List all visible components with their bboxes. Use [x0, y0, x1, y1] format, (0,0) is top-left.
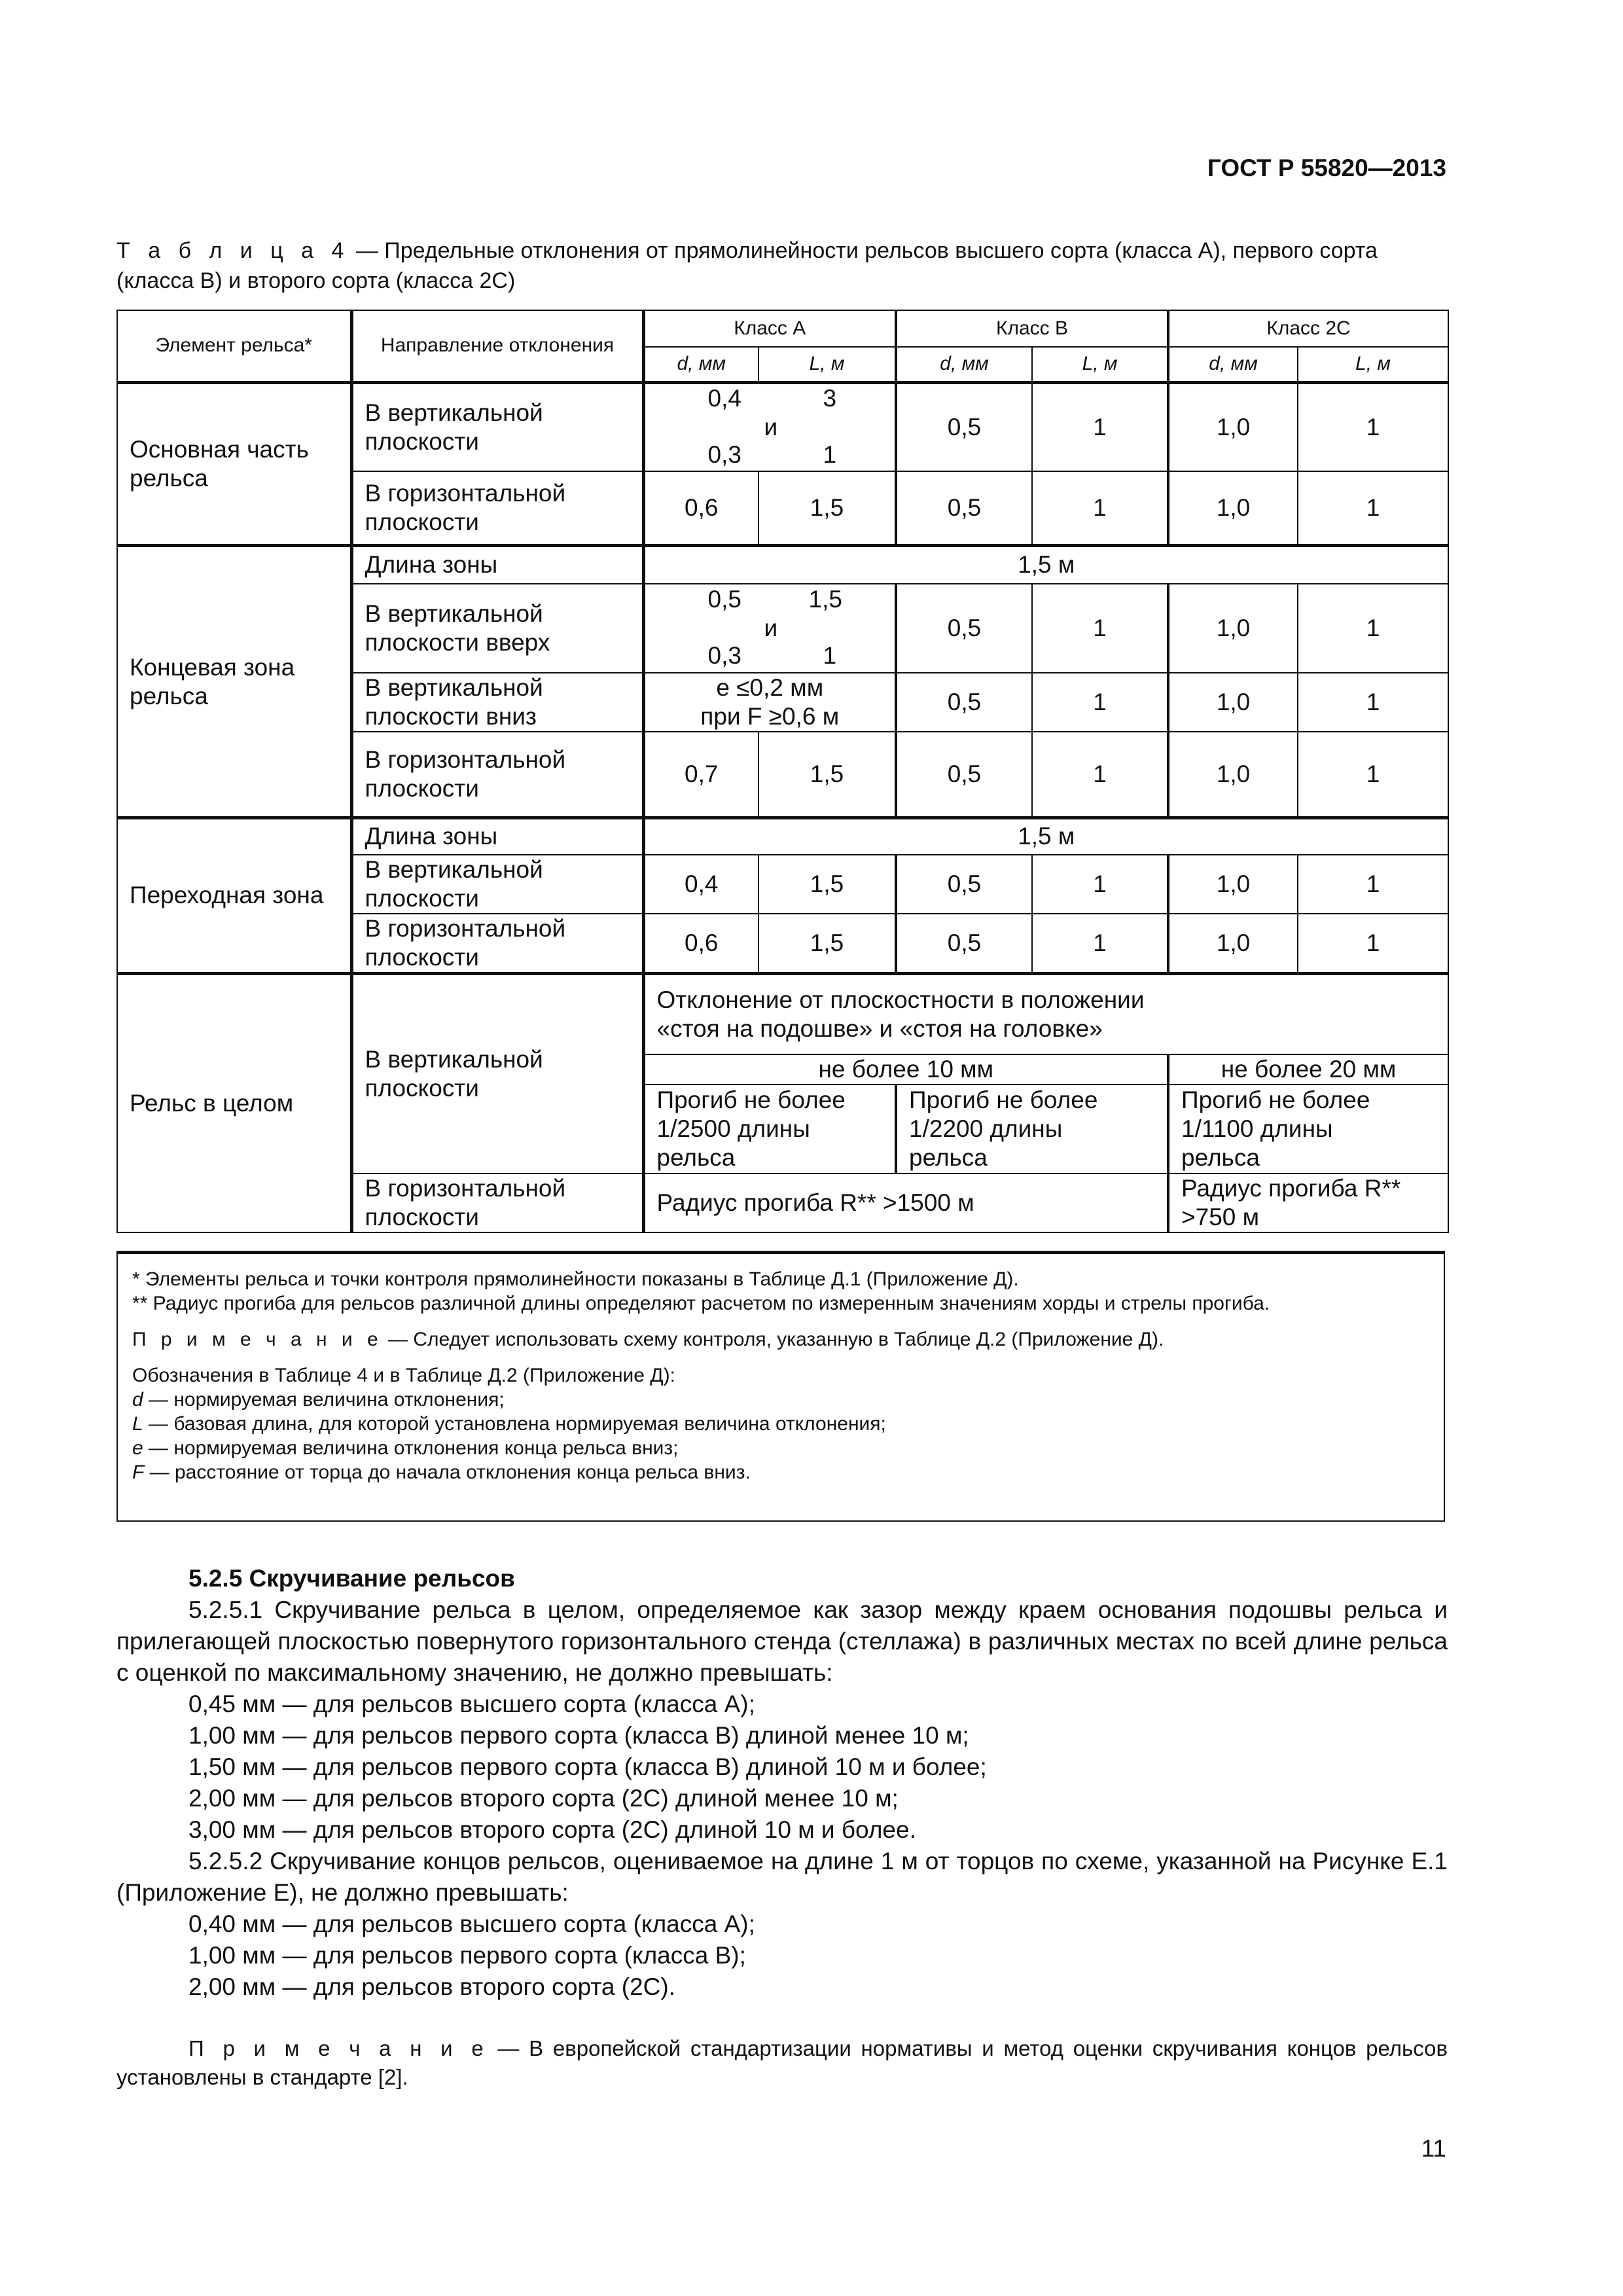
- legend-text: — базовая длина, для которой установлена нормируемая величина отклонения;: [143, 1413, 886, 1435]
- cell-value: 0,7: [643, 732, 758, 818]
- cell-value: 1,5: [758, 732, 896, 818]
- header-element: Элемент рельса*: [117, 310, 351, 382]
- legend-text: — нормируемая величина отклонения конца рельса вниз;: [143, 1437, 679, 1459]
- dir-vertical-up: В вертикальной плоскости вверх: [351, 584, 643, 673]
- header-class-b: Класс В: [896, 310, 1168, 347]
- whole-ab-limit: не более 10 мм: [643, 1054, 1168, 1085]
- list-item: 1,00 мм — для рельсов первого сорта (класса В) длиной менее 10 м;: [188, 1722, 969, 1749]
- cell-value: 0,4: [643, 855, 758, 914]
- list-item: 0,45 мм — для рельсов высшего сорта (класса А);: [188, 1691, 755, 1717]
- cell-value: 1,0: [1168, 471, 1298, 546]
- cell-value: 1: [1032, 584, 1168, 673]
- dir-vertical-down: В вертикальной плоскости вниз: [351, 673, 643, 732]
- list-item: 0,40 мм — для рельсов высшего сорта (класса А);: [188, 1910, 755, 1937]
- cell-value: 0,5: [896, 855, 1032, 914]
- group-main: Основная часть рельса: [117, 382, 351, 546]
- whole-flatness: Отклонение от плоскостности в положении «стоя на подошве» и «стоя на головке»: [643, 973, 1448, 1054]
- cell-value: 1: [1298, 584, 1448, 673]
- legend-title: Обозначения в Таблице 4 и в Таблице Д.2 (Приложение Д):: [132, 1365, 675, 1386]
- cell-value: 0,3: [707, 641, 741, 669]
- footnote-1: * Элементы рельса и точки контроля прямолинейности показаны в Таблице Д.1 (Приложение Д).: [132, 1268, 1019, 1290]
- table-row: [117, 546, 1448, 584]
- cell-value: 0,6: [643, 914, 758, 974]
- cell-value: 0,5: [896, 914, 1032, 974]
- section-title: 5.2.5 Скручивание рельсов: [188, 1565, 515, 1592]
- cell-value: 1: [1298, 732, 1448, 818]
- paragraph: 5.2.5.2 Скручивание концов рельсов, оцениваемое на длине 1 м от торцов по схеме, указанной на Рисунке Е.1 (Приложение Е), не должно превышать:: [116, 1848, 1448, 1906]
- note-label: П р и м е ч а н и е: [132, 1329, 383, 1350]
- cell-value: 1,0: [1168, 584, 1298, 673]
- cell-value: 1,0: [1168, 382, 1298, 471]
- cell-value: 1: [1032, 732, 1168, 818]
- header-class-a: Класс А: [643, 310, 896, 347]
- legend-item: [132, 1436, 1429, 1460]
- cell-value: 0,5: [896, 732, 1032, 818]
- cell-value: 1: [1298, 673, 1448, 732]
- cell-value: 1: [1298, 382, 1448, 471]
- legend-text: — расстояние от торца до начала отклонения конца рельса вниз.: [144, 1462, 751, 1483]
- header-class-2c: Класс 2С: [1168, 310, 1448, 347]
- dir-vertical: В вертикальной плоскости: [351, 855, 643, 914]
- cell-value: и: [764, 614, 778, 641]
- table-caption-label: Т а б л и ц а 4: [116, 238, 350, 263]
- dir-vertical: В вертикальной плоскости: [351, 382, 643, 471]
- note-label: П р и м е ч а н и е: [188, 2036, 488, 2060]
- legend-item: [132, 1388, 1429, 1412]
- note-text: — В европейской стандартизации нормативы и метод оценки скручивания концов рельсов установлены в стандарте [2].: [116, 2036, 1448, 2089]
- dir-vertical: В вертикальной плоскости: [351, 973, 643, 1174]
- header-b-l: L, м: [1032, 347, 1168, 382]
- whole-b-bend: Прогиб не более 1/2200 длины рельса: [896, 1085, 1168, 1174]
- section-5-2-5: [116, 1563, 1448, 2003]
- document-id: ГОСТ Р 55820—2013: [1207, 154, 1446, 181]
- dir-horizontal: В горизонтальной плоскости: [351, 1174, 643, 1232]
- header-c-d: d, мм: [1168, 347, 1298, 382]
- header-direction: Направление отклонения: [351, 310, 643, 382]
- cell-value: 1,0: [1168, 673, 1298, 732]
- group-transition: Переходная зона: [117, 818, 351, 974]
- table-note: [132, 1327, 1429, 1352]
- cell-value: 0,6: [643, 471, 758, 546]
- paragraph: 5.2.5.1 Скручивание рельса в целом, определяемое как зазор между краем основания подошвы рельса и прилегающей плоскостью повернутого горизонтального стенда (стеллажа) в различных местах по всей длине рельса с оценкой по максимальному значению, не должно превышать:: [116, 1596, 1448, 1686]
- table-row: [117, 973, 1448, 1054]
- cell-value: 1,5: [808, 585, 842, 613]
- whole-h-c: Радиус прогиба R** >750 м: [1168, 1174, 1448, 1232]
- list-item: 2,00 мм — для рельсов второго сорта (2С).: [188, 1973, 675, 2000]
- legend-symbol: e: [132, 1437, 143, 1459]
- cell-value: 1,5: [758, 855, 896, 914]
- header-b-d: d, мм: [896, 347, 1032, 382]
- table-caption: [116, 236, 1446, 296]
- cell-value: 1,5 м: [643, 546, 1448, 584]
- page-number: 11: [1421, 2135, 1446, 2162]
- legend-symbol: L: [132, 1413, 143, 1435]
- cell-value: 1: [1032, 382, 1168, 471]
- cell-value: 1: [1298, 914, 1448, 974]
- whole-a-bend: Прогиб не более 1/2500 длины рельса: [643, 1085, 896, 1174]
- legend-symbol: d: [132, 1389, 143, 1410]
- header-c-l: L, м: [1298, 347, 1448, 382]
- cell-value: 3: [823, 384, 837, 412]
- cell-value: 0,5: [896, 584, 1032, 673]
- deviation-table: [116, 310, 1449, 1233]
- main-v-a-cell: [643, 382, 896, 471]
- dir-horizontal: В горизонтальной плоскости: [351, 471, 643, 546]
- cell-value: и: [764, 413, 778, 440]
- table-notes: [116, 1251, 1445, 1522]
- whole-h-ab: Радиус прогиба R** >1500 м: [643, 1174, 1168, 1232]
- table-row: [117, 818, 1448, 855]
- cell-value: 1,0: [1168, 732, 1298, 818]
- cell-value: 1: [1032, 471, 1168, 546]
- whole-c-bend: Прогиб не более 1/1100 длины рельса: [1168, 1085, 1448, 1174]
- header-row: [117, 310, 1448, 347]
- cell-value: 0,5: [896, 673, 1032, 732]
- cell-value: 1: [1298, 855, 1448, 914]
- cell-value: 0,5: [707, 585, 741, 613]
- end-up-a-cell: [643, 584, 896, 673]
- cell-value: 1: [1032, 673, 1168, 732]
- dir-horizontal: В горизонтальной плоскости: [351, 732, 643, 818]
- list-item: 3,00 мм — для рельсов второго сорта (2С) длиной 10 м и более.: [188, 1816, 916, 1843]
- table-caption-text: — Предельные отклонения от прямолинейности рельсов высшего сорта (класса А), первого сорта (класса В) и второго сорта (класса 2С): [116, 238, 1378, 293]
- cell-value: 1,5: [758, 471, 896, 546]
- legend-item: [132, 1460, 1429, 1484]
- cell-value: 0,5: [896, 382, 1032, 471]
- cell-value: 0,5: [896, 471, 1032, 546]
- list-item: 1,00 мм — для рельсов первого сорта (класса В);: [188, 1942, 746, 1969]
- header-a-l: L, м: [758, 347, 896, 382]
- cell-value: 0,3: [707, 440, 741, 468]
- legend-item: [132, 1412, 1429, 1436]
- cell-value: 1: [1032, 914, 1168, 974]
- cell-value: 1,0: [1168, 855, 1298, 914]
- legend-text: — нормируемая величина отклонения;: [143, 1389, 505, 1410]
- cell-value: 1,5 м: [643, 818, 1448, 855]
- cell-value: 1: [823, 440, 837, 468]
- group-whole: Рельс в целом: [117, 973, 351, 1232]
- cell-value: 0,4: [707, 384, 741, 412]
- whole-c-limit: не более 20 мм: [1168, 1054, 1448, 1085]
- dir-zone-length: Длина зоны: [351, 546, 643, 584]
- table-row: [117, 382, 1448, 471]
- header-a-d: d, мм: [643, 347, 758, 382]
- cell-value: при F ≥0,6 м: [700, 702, 840, 730]
- legend-symbol: F: [132, 1462, 145, 1483]
- cell-value: 1: [823, 641, 837, 669]
- cell-value: 1: [1298, 471, 1448, 546]
- cell-value: 1: [1032, 855, 1168, 914]
- footnote-2: ** Радиус прогиба для рельсов различной длины определяют расчетом по измеренным значениям хорды и стрелы прогиба.: [132, 1293, 1270, 1314]
- end-down-a-cell: [643, 673, 896, 732]
- note-text: — Следует использовать схему контроля, указанную в Таблице Д.2 (Приложение Д).: [382, 1329, 1164, 1350]
- dir-zone-length: Длина зоны: [351, 818, 643, 855]
- cell-value: 1,0: [1168, 914, 1298, 974]
- dir-horizontal: В горизонтальной плоскости: [351, 914, 643, 974]
- cell-value: 1,5: [758, 914, 896, 974]
- list-item: 2,00 мм — для рельсов второго сорта (2С) длиной менее 10 м;: [188, 1785, 899, 1812]
- list-item: 1,50 мм — для рельсов первого сорта (класса В) длиной 10 м и более;: [188, 1753, 987, 1780]
- group-end: Концевая зона рельса: [117, 546, 351, 818]
- cell-value: e ≤0,2 мм: [716, 673, 824, 701]
- section-note: [116, 2034, 1448, 2092]
